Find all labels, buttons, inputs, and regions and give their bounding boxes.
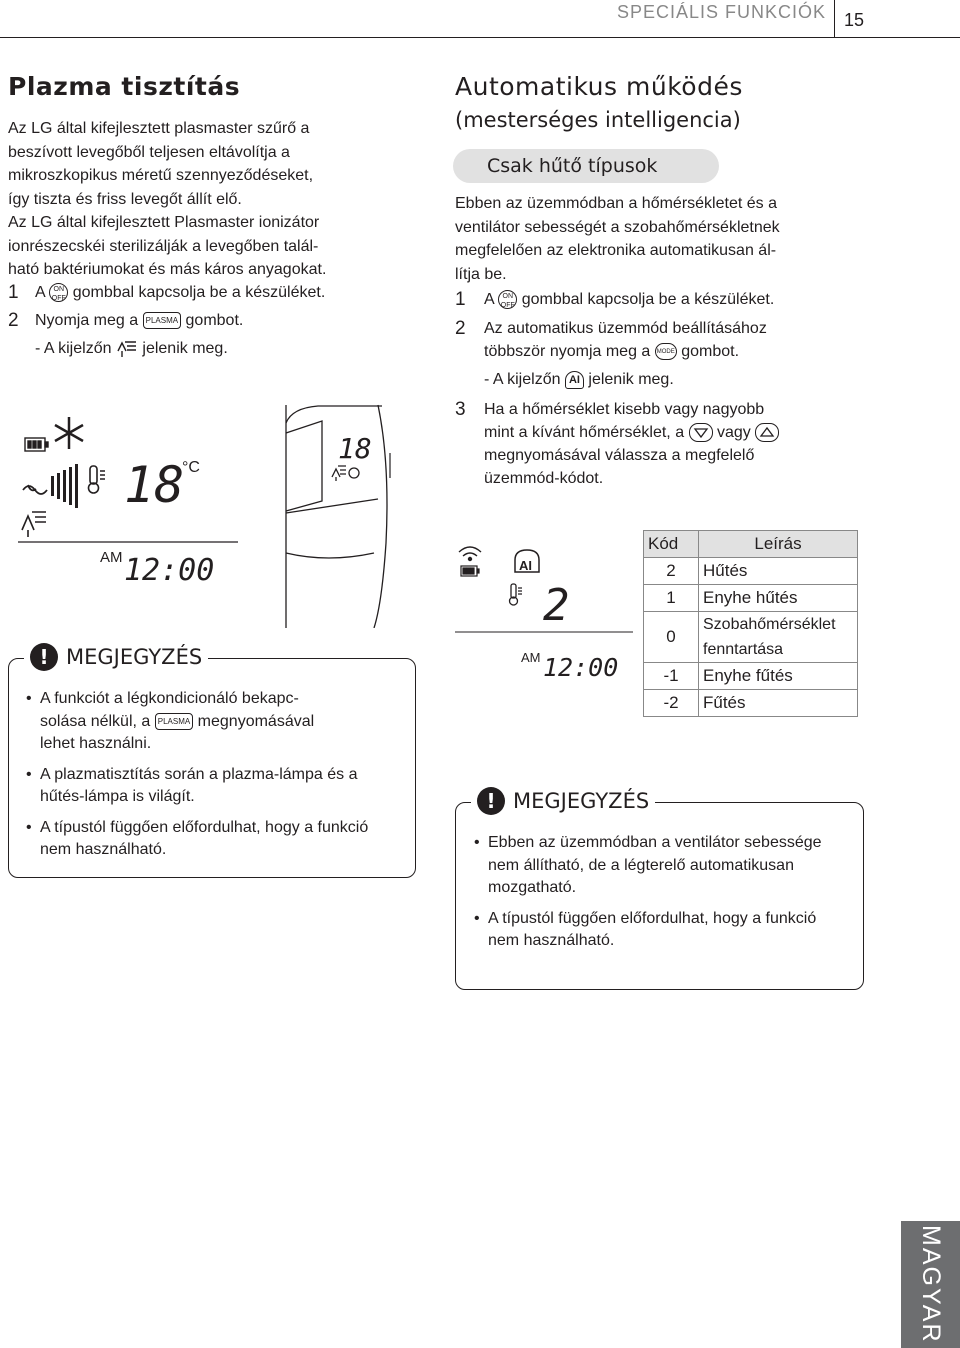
plasma-note-list — [26, 688, 396, 870]
page-number: 15 — [843, 10, 864, 30]
table-row: 2 Hűtés — [644, 558, 858, 585]
lcd-mode-code: 2 — [543, 580, 570, 631]
plasma-display-hint — [35, 337, 228, 360]
note-item: • A plazmatisztítás során a plazma-lámpa és a hűtés-lámpa is világít. — [26, 764, 396, 809]
table-header: Leírás — [699, 531, 858, 558]
plasma-button-icon: PLASMA — [143, 312, 181, 329]
lcd-am: AM — [521, 650, 541, 665]
auto-note-header — [471, 787, 655, 815]
plasma-title: Plazma tisztítás — [8, 72, 241, 101]
ai-lcd-icon — [515, 550, 539, 573]
remote-lcd-display — [18, 400, 243, 595]
step-text: gombbal kapcsolja be a készüléket. — [72, 284, 326, 301]
intro-line: Az LG által kifejlesztett plasmaster szűrő a — [8, 120, 310, 137]
plasma-lcd-icon — [22, 512, 46, 537]
snowflake-icon — [55, 417, 83, 449]
table-header-row — [644, 531, 858, 558]
lcd-unit: °C — [182, 459, 200, 476]
note-title: MEGJEGYZÉS — [513, 789, 650, 813]
indoor-unit-illustration — [278, 403, 400, 628]
on-off-button-icon: ON OFF — [49, 283, 68, 302]
auto-note-list — [474, 832, 844, 961]
header-divider — [834, 0, 835, 37]
intro-line: ionrészecskéi sterilizálják a levegőben talál- — [8, 237, 319, 255]
plasma-note-header — [24, 643, 208, 671]
note-title: MEGJEGYZÉS — [66, 645, 203, 669]
ai-indicator-icon: AI — [565, 371, 584, 389]
on-off-button-icon: ON OFF — [498, 290, 517, 309]
intro-line: Az LG által kifejlesztett Plasmaster ionizátor — [8, 214, 320, 231]
intro-line: így tiszta és friss levegőt állít elő. — [8, 190, 242, 208]
intro-line: ventilátor sebességét a szobahőmérsékletnek — [455, 218, 780, 236]
auto-mode-subtitle: (mesterséges intelligencia) — [455, 108, 741, 132]
section-title: SPECIÁLIS FUNKCIÓK — [616, 2, 826, 22]
lcd-am: AM — [100, 549, 123, 566]
auto-display-hint: - A kijelzőn AI jelenik meg. — [484, 371, 674, 388]
plasma-step-1 — [8, 281, 438, 304]
plasma-button-icon: PLASMA — [155, 713, 193, 730]
lcd-temperature: 18 — [124, 456, 185, 514]
plasma-intro — [8, 117, 428, 282]
step-text: A — [35, 284, 45, 301]
thermometer-icon — [89, 466, 106, 493]
svg-text:AI: AI — [519, 558, 532, 573]
auto-step-3: 3 Ha a hőmérséklet kisebb vagy nagyobb mint a kívánt hőmérséklet, a vagy megnyomásával válassza a megfelelő üzemmód-kódot. — [455, 398, 885, 490]
intro-line: Ebben az üzemmódban a hőmérsékletet és a — [455, 195, 777, 212]
lcd-clock: 12:00 — [124, 553, 215, 588]
note-item: • Ebben az üzemmódban a ventilátor sebessége nem állítható, de a légterelő automatikusan mozgatható. — [474, 832, 844, 900]
auto-mode-title: Automatikus működés — [455, 72, 743, 101]
battery-icon — [461, 566, 479, 576]
warning-icon: ! — [477, 787, 505, 815]
table-row: -1 Enyhe fűtés — [644, 663, 858, 690]
language-tab: MAGYAR — [901, 1221, 960, 1348]
plasma-led-icon — [332, 466, 346, 481]
down-button-icon — [689, 423, 713, 442]
step-text: gombot. — [185, 312, 244, 329]
auto-step-1: 1 A ON OFF gombbal kapcsolja be a készüléket. — [455, 289, 775, 310]
header-rule — [0, 37, 960, 38]
note-item: • A típustól függően előfordulhat, hogy a funkció nem használható. — [26, 817, 396, 862]
table-row: 1 Enyhe hűtés — [644, 585, 858, 612]
mode-button-icon: MODE — [655, 343, 677, 360]
intro-line: beszívott levegőből teljesen eltávolítja a — [8, 143, 290, 161]
note-item: • A funkciót a légkondicionáló bekapc- solása nélkül, a PLASMA megnyomásával lehet használni. — [26, 688, 396, 756]
plasma-step-2 — [8, 309, 438, 332]
intro-line: ható baktériumokat és más káros anyagokat. — [8, 261, 327, 278]
step-text: - A kijelzőn — [35, 340, 112, 357]
auto-intro — [455, 192, 885, 286]
step-number: 2 — [8, 310, 19, 331]
intro-line: mikroszkopikus méretű szennyeződéseket, — [8, 167, 314, 184]
step-text: jelenik meg. — [142, 340, 228, 357]
lcd-clock: 12:00 — [543, 653, 619, 682]
power-led-icon — [349, 468, 359, 478]
fan-speed-icon — [51, 464, 78, 508]
auto-step-2: 2 Az automatikus üzemmód beállításához többször nyomja meg a MODE gombot. — [455, 318, 767, 360]
wifi-icon — [459, 547, 481, 561]
step-text: Nyomja meg a — [35, 312, 139, 329]
mode-code-table — [643, 530, 858, 717]
warning-icon: ! — [30, 643, 58, 671]
intro-line: megfelelően az elektronika automatikusan ál- — [455, 242, 777, 259]
table-row: -2 Fűtés — [644, 690, 858, 717]
lcd-icons — [18, 400, 243, 595]
up-button-icon — [755, 423, 779, 442]
table-row: 0 Szobahőmérséklet fenntartása — [644, 612, 858, 663]
note-item: • A típustól függően előfordulhat, hogy a funkció nem használható. — [474, 908, 844, 953]
plasma-indicator-icon — [116, 339, 138, 359]
intro-line: lítja be. — [455, 265, 507, 283]
step-number: 1 — [8, 282, 19, 303]
fan-icon — [23, 485, 47, 494]
battery-icon — [25, 438, 48, 451]
auto-lcd-display — [455, 540, 633, 690]
indoor-unit-temp: 18 — [338, 432, 372, 465]
table-header: Kód — [644, 531, 699, 558]
cooling-only-badge: Csak hűtő típusok — [453, 149, 719, 183]
thermometer-icon — [510, 584, 523, 605]
